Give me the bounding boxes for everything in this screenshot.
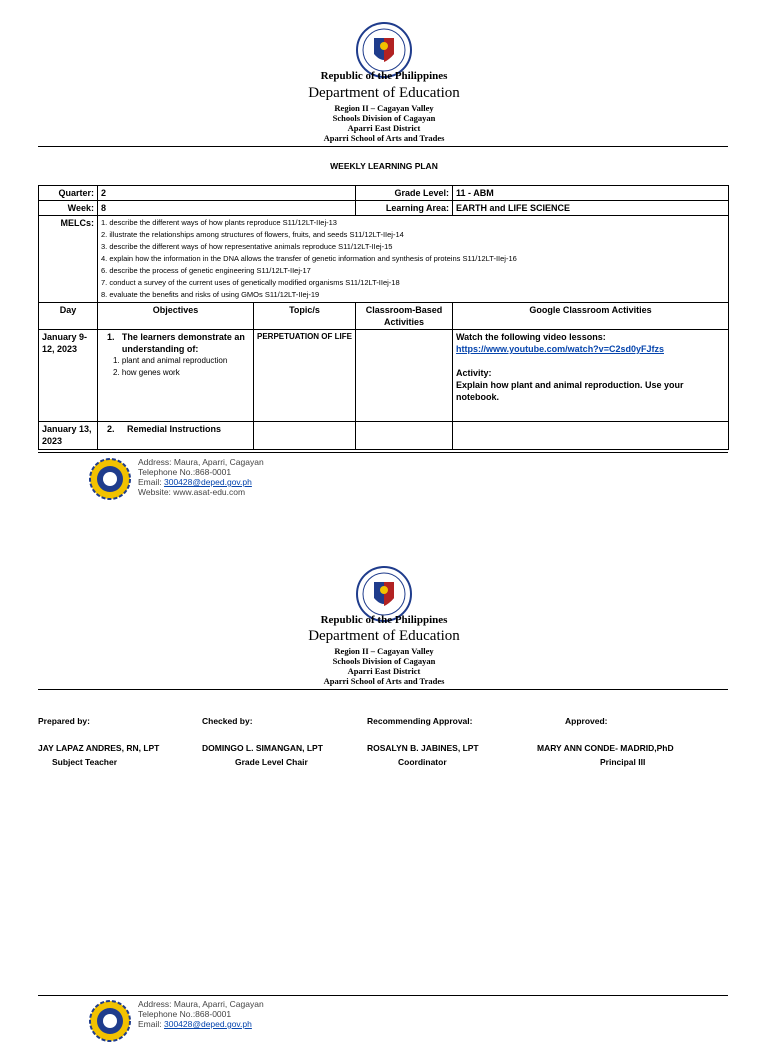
melc-item: 2. illustrate the relationships among structures of flowers, fruits, and seeds S11/12LT-IIej-14 [101, 230, 404, 239]
approved-role: Principal III [600, 757, 646, 767]
col-objectives: Objectives [98, 303, 254, 330]
activity-task: Explain how plant and animal reproduction. Use your notebook. [456, 380, 684, 402]
school-line: Aparri School of Arts and Trades [323, 676, 445, 686]
checked-by-label: Checked by: [202, 716, 253, 726]
row2-day: January 13, 2023 [39, 422, 98, 450]
footer-telephone: Telephone No.:868-0001 [138, 1009, 232, 1019]
objective-main: Remedial Instructions [127, 424, 222, 434]
quarter-label: Quarter: [39, 186, 98, 201]
activity-label: Activity: [456, 368, 492, 378]
row2-topic [254, 422, 356, 450]
grade-level-value: 11 - ABM [453, 186, 729, 201]
week-label: Week: [39, 201, 98, 216]
approved-label: Approved: [565, 716, 608, 726]
email-label: Email: [138, 477, 164, 487]
melc-item: 8. evaluate the benefits and risks of using GMOs S11/12LT-IIej-19 [101, 290, 320, 299]
region-line: Region II – Cagayan Valley [334, 103, 434, 113]
row2-google [453, 422, 729, 450]
google-intro: Watch the following video lessons: [456, 332, 606, 342]
objective-number: 1. [107, 332, 115, 342]
table-row [39, 422, 729, 450]
learning-area-label: Learning Area: [356, 201, 453, 216]
melc-item: 1. describe the different ways of how plants reproduce S11/12LT-IIej-13 [101, 218, 337, 227]
recommending-approval-role: Coordinator [398, 757, 447, 767]
school-gear-logo-icon [88, 457, 132, 501]
melc-item: 6. describe the process of genetic engineering S11/12LT-IIej-17 [101, 266, 311, 275]
department-heading: Department of Education [308, 628, 460, 644]
email-link[interactable]: 300428@deped.gov.ph [163, 1019, 252, 1029]
footer-address: Address: Maura, Aparri, Cagayan [138, 457, 264, 467]
objective-sub: 1. plant and animal reproduction [113, 356, 228, 365]
district-line: Aparri East District [347, 123, 421, 133]
melc-item: 3. describe the different ways of how representative animals reproduce S11/12LT-IIej-15 [101, 242, 393, 251]
district-line: Aparri East District [347, 666, 421, 676]
prepared-by-label: Prepared by: [38, 716, 90, 726]
school-line: Aparri School of Arts and Trades [323, 133, 445, 143]
melc-item: 7. conduct a survey of the current uses of genetically modified organisms S11/12LT-IIej-18 [101, 278, 400, 287]
week-row [39, 201, 729, 216]
recommending-approval-label: Recommending Approval: [367, 716, 473, 726]
recommending-approval-name: ROSALYN B. JABINES, LPT [367, 743, 479, 753]
prepared-by-role: Subject Teacher [52, 757, 118, 767]
melcs-row [39, 216, 729, 303]
col-google: Google Classroom Activities [453, 303, 729, 330]
week-value: 8 [98, 201, 356, 216]
region-line: Region II – Cagayan Valley [334, 646, 434, 656]
col-classroom: Classroom-Based Activities [356, 303, 453, 330]
row2-classroom [356, 422, 453, 450]
row1-day: January 9-12, 2023 [39, 330, 98, 422]
grade-level-label: Grade Level: [356, 186, 453, 201]
footer-address: Address: Maura, Aparri, Cagayan [138, 999, 264, 1009]
checked-by-name: DOMINGO L. SIMANGAN, LPT [202, 743, 323, 753]
col-day: Day [39, 303, 98, 330]
objective-sub: 2. how genes work [113, 368, 180, 377]
footer-email [138, 477, 252, 487]
footer-divider [38, 452, 728, 453]
melcs-label: MELCs: [39, 216, 98, 303]
footer-telephone: Telephone No.:868-0001 [138, 467, 232, 477]
melcs-list [98, 216, 729, 303]
republic-heading: Republic of the Philippines [320, 70, 448, 82]
republic-heading: Republic of the Philippines [320, 614, 448, 626]
table-row [39, 330, 729, 422]
department-heading: Department of Education [308, 85, 460, 101]
prepared-by-name: JAY LAPAZ ANDRES, RN, LPT [38, 743, 160, 753]
header-divider [38, 146, 728, 147]
email-label: Email: [138, 1019, 164, 1029]
col-topics: Topic/s [254, 303, 356, 330]
footer-email [138, 1019, 252, 1029]
melc-item: 4. explain how the information in the DNA allows the transfer of genetic information and synthesis of proteins S11/12LT-IIej-16 [101, 254, 517, 263]
objective-main: The learners demonstrate an understanding of: [121, 332, 245, 354]
header-divider [38, 689, 728, 690]
objective-number: 2. [107, 424, 115, 434]
school-gear-logo-icon [88, 999, 132, 1043]
checked-by-role: Grade Level Chair [235, 757, 308, 767]
division-line: Schools Division of Cagayan [332, 656, 436, 666]
plan-title: WEEKLY LEARNING PLAN [330, 161, 438, 171]
learning-area-value: EARTH and LIFE SCIENCE [453, 201, 729, 216]
quarter-row [39, 186, 729, 201]
column-header-row [39, 303, 729, 330]
video-link[interactable]: https://www.youtube.com/watch?v=C2sd0yFJfzs [456, 344, 664, 354]
row1-topic: PERPETUATION OF LIFE [254, 330, 356, 422]
footer-divider [38, 995, 728, 996]
division-line: Schools Division of Cagayan [332, 113, 436, 123]
row1-google [453, 330, 729, 422]
approved-name: MARY ANN CONDE- MADRID,PhD [537, 743, 674, 753]
email-link[interactable]: 300428@deped.gov.ph [163, 477, 252, 487]
row2-objectives [98, 422, 254, 450]
weekly-learning-plan-table [38, 185, 729, 450]
quarter-value: 2 [98, 186, 356, 201]
row1-objectives [98, 330, 254, 422]
row1-classroom [356, 330, 453, 422]
footer-website: Website: www.asat-edu.com [138, 487, 246, 497]
